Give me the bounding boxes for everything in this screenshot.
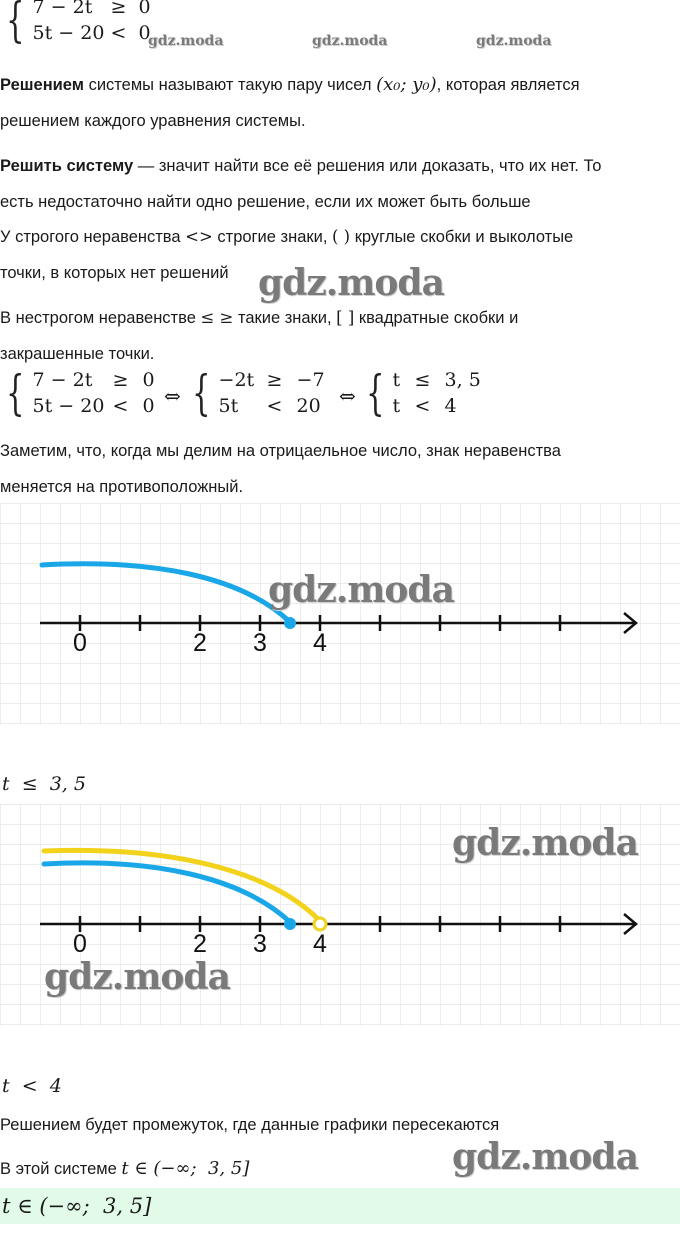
system-chain-3 bbox=[360, 367, 481, 419]
tick-label-3: 3 bbox=[253, 930, 267, 958]
sys-top-r1-rel: ≥ bbox=[110, 0, 127, 18]
tick-label-2: 2 bbox=[193, 930, 207, 958]
chain2-r1-rel: ≥ bbox=[266, 369, 283, 391]
chain2-r2-rel: < bbox=[266, 395, 283, 417]
formula-t-le-3-5: t ≤ 3, 5 bbox=[2, 773, 86, 795]
watermark-1: gdz.moda bbox=[258, 262, 444, 304]
strict-a: У строгого неравенства bbox=[0, 228, 186, 246]
sys-top-r1-lhs: 7 − 2t bbox=[32, 0, 93, 18]
open-point-4 bbox=[314, 918, 326, 930]
definition-solution-text: системы называют такую пару чисел bbox=[83, 76, 377, 94]
solution-arc-blue bbox=[44, 863, 290, 922]
chain2-r1-lhs: −2t bbox=[218, 369, 255, 391]
chain2-r1-rhs: −7 bbox=[296, 369, 325, 391]
watermark-small-1: gdz.moda bbox=[148, 33, 224, 49]
tick-label-0: 0 bbox=[73, 930, 87, 958]
system-chain-2 bbox=[186, 367, 325, 419]
filled-point-3-5 bbox=[284, 918, 296, 930]
definition-solution-tail: , которая является bbox=[436, 76, 580, 94]
tick-label-4: 4 bbox=[313, 629, 327, 657]
equivalence-sign-2: ⇔ bbox=[339, 384, 356, 408]
strict-c: круглые скобки и выколотые bbox=[350, 228, 574, 246]
chain3-r1-rhs: 3, 5 bbox=[444, 369, 481, 391]
number-line-graph-2 bbox=[0, 804, 680, 1026]
number-line-1-svg bbox=[0, 503, 680, 725]
chain3-r2-rel: < bbox=[414, 395, 431, 417]
nonstrict-c: квадратные скобки и bbox=[354, 309, 519, 327]
chain3-r2-lhs: t bbox=[392, 395, 401, 417]
answer-box bbox=[0, 1188, 680, 1224]
tick-label-0: 0 bbox=[73, 629, 87, 657]
system-top bbox=[0, 0, 151, 46]
sys-top-r1-rhs: 0 bbox=[138, 0, 151, 18]
equivalence-sign-1: ⇔ bbox=[164, 384, 181, 408]
chain1-r2-rel: < bbox=[112, 395, 129, 417]
chain1-r1-lhs: 7 − 2t bbox=[32, 369, 93, 391]
nonstrict-a: В нестрогом неравенстве bbox=[0, 309, 201, 327]
left-brace: { bbox=[6, 0, 25, 48]
strict-line2: точки, в которых нет решений bbox=[0, 264, 229, 282]
watermark-5: gdz.moda bbox=[452, 1136, 638, 1178]
sys-top-r2-lhs: 5t − 20 bbox=[32, 22, 105, 44]
nonstrict-signs: ≤ ≥ bbox=[200, 308, 234, 327]
left-brace: { bbox=[192, 365, 211, 421]
strict-b: строгие знаки, bbox=[212, 228, 332, 246]
strict-signs: <> bbox=[185, 227, 213, 246]
formula-t-lt-4: t < 4 bbox=[2, 1075, 62, 1097]
chain1-r2-rhs: 0 bbox=[142, 395, 155, 417]
watermark-4: gdz.moda bbox=[44, 956, 230, 998]
chain3-r2-rhs: 4 bbox=[444, 395, 457, 417]
note-line1: Заметим, что, когда мы делим на отрицаельное число, знак неравенства bbox=[0, 442, 561, 460]
in-system-text: В этой системе bbox=[0, 1160, 122, 1178]
chain1-r1-rhs: 0 bbox=[142, 369, 155, 391]
nonstrict-line2: закрашенные точки. bbox=[0, 345, 155, 363]
left-brace: { bbox=[366, 365, 385, 421]
chain2-r2-lhs: 5t bbox=[218, 395, 239, 417]
definition-solve-line2: есть недостаточно найти одно решение, если их может быть больше bbox=[0, 193, 531, 211]
nonstrict-inequality-note bbox=[0, 300, 676, 372]
definition-solve-bold: Решить систему bbox=[0, 157, 134, 175]
note-line2: меняется на противоположный. bbox=[0, 478, 244, 496]
definition-solution bbox=[0, 67, 676, 139]
sys-top-r2-rhs: 0 bbox=[138, 22, 151, 44]
negative-division-note bbox=[0, 433, 676, 505]
chain3-r1-lhs: t bbox=[392, 369, 401, 391]
tick-label-3: 3 bbox=[253, 629, 267, 657]
chain3-r1-rel: ≤ bbox=[414, 369, 431, 391]
chain2-r2-rhs: 20 bbox=[296, 395, 321, 417]
nonstrict-b: такие знаки, bbox=[233, 309, 337, 327]
watermark-2: gdz.moda bbox=[268, 569, 454, 611]
strict-brackets: ( ) bbox=[332, 227, 351, 246]
chain1-r1-rel: ≥ bbox=[112, 369, 129, 391]
nonstrict-brackets: [ ] bbox=[336, 308, 355, 327]
definition-solve bbox=[0, 148, 676, 220]
tick-label-4: 4 bbox=[313, 930, 327, 958]
system-chain-1 bbox=[0, 367, 155, 419]
conclusion-text: Решением будет промежуток, где данные графики пересекаются bbox=[0, 1116, 500, 1134]
sys-top-r2-rel: < bbox=[110, 22, 127, 44]
definition-solve-text: — значит найти все её решения или доказать, что их нет. То bbox=[133, 157, 602, 175]
definition-solution-math: (x₀; y₀) bbox=[376, 74, 437, 95]
in-system-math: t ∈ (−∞; 3, 5] bbox=[121, 1158, 250, 1179]
watermark-small-3: gdz.moda bbox=[476, 33, 552, 49]
filled-point-3-5 bbox=[284, 617, 296, 629]
definition-solution-bold: Решением bbox=[0, 76, 84, 94]
tick-label-2: 2 bbox=[193, 629, 207, 657]
left-brace: { bbox=[6, 365, 25, 421]
answer-text: t ∈ (−∞; 3, 5] bbox=[2, 1194, 152, 1218]
watermark-small-2: gdz.moda bbox=[312, 33, 388, 49]
chain1-r2-lhs: 5t − 20 bbox=[32, 395, 105, 417]
number-line-graph-1 bbox=[0, 503, 680, 725]
solution-arc-blue bbox=[42, 564, 290, 622]
definition-solution-line2: решением каждого уравнения системы. bbox=[0, 112, 306, 130]
watermark-3: gdz.moda bbox=[452, 822, 638, 864]
